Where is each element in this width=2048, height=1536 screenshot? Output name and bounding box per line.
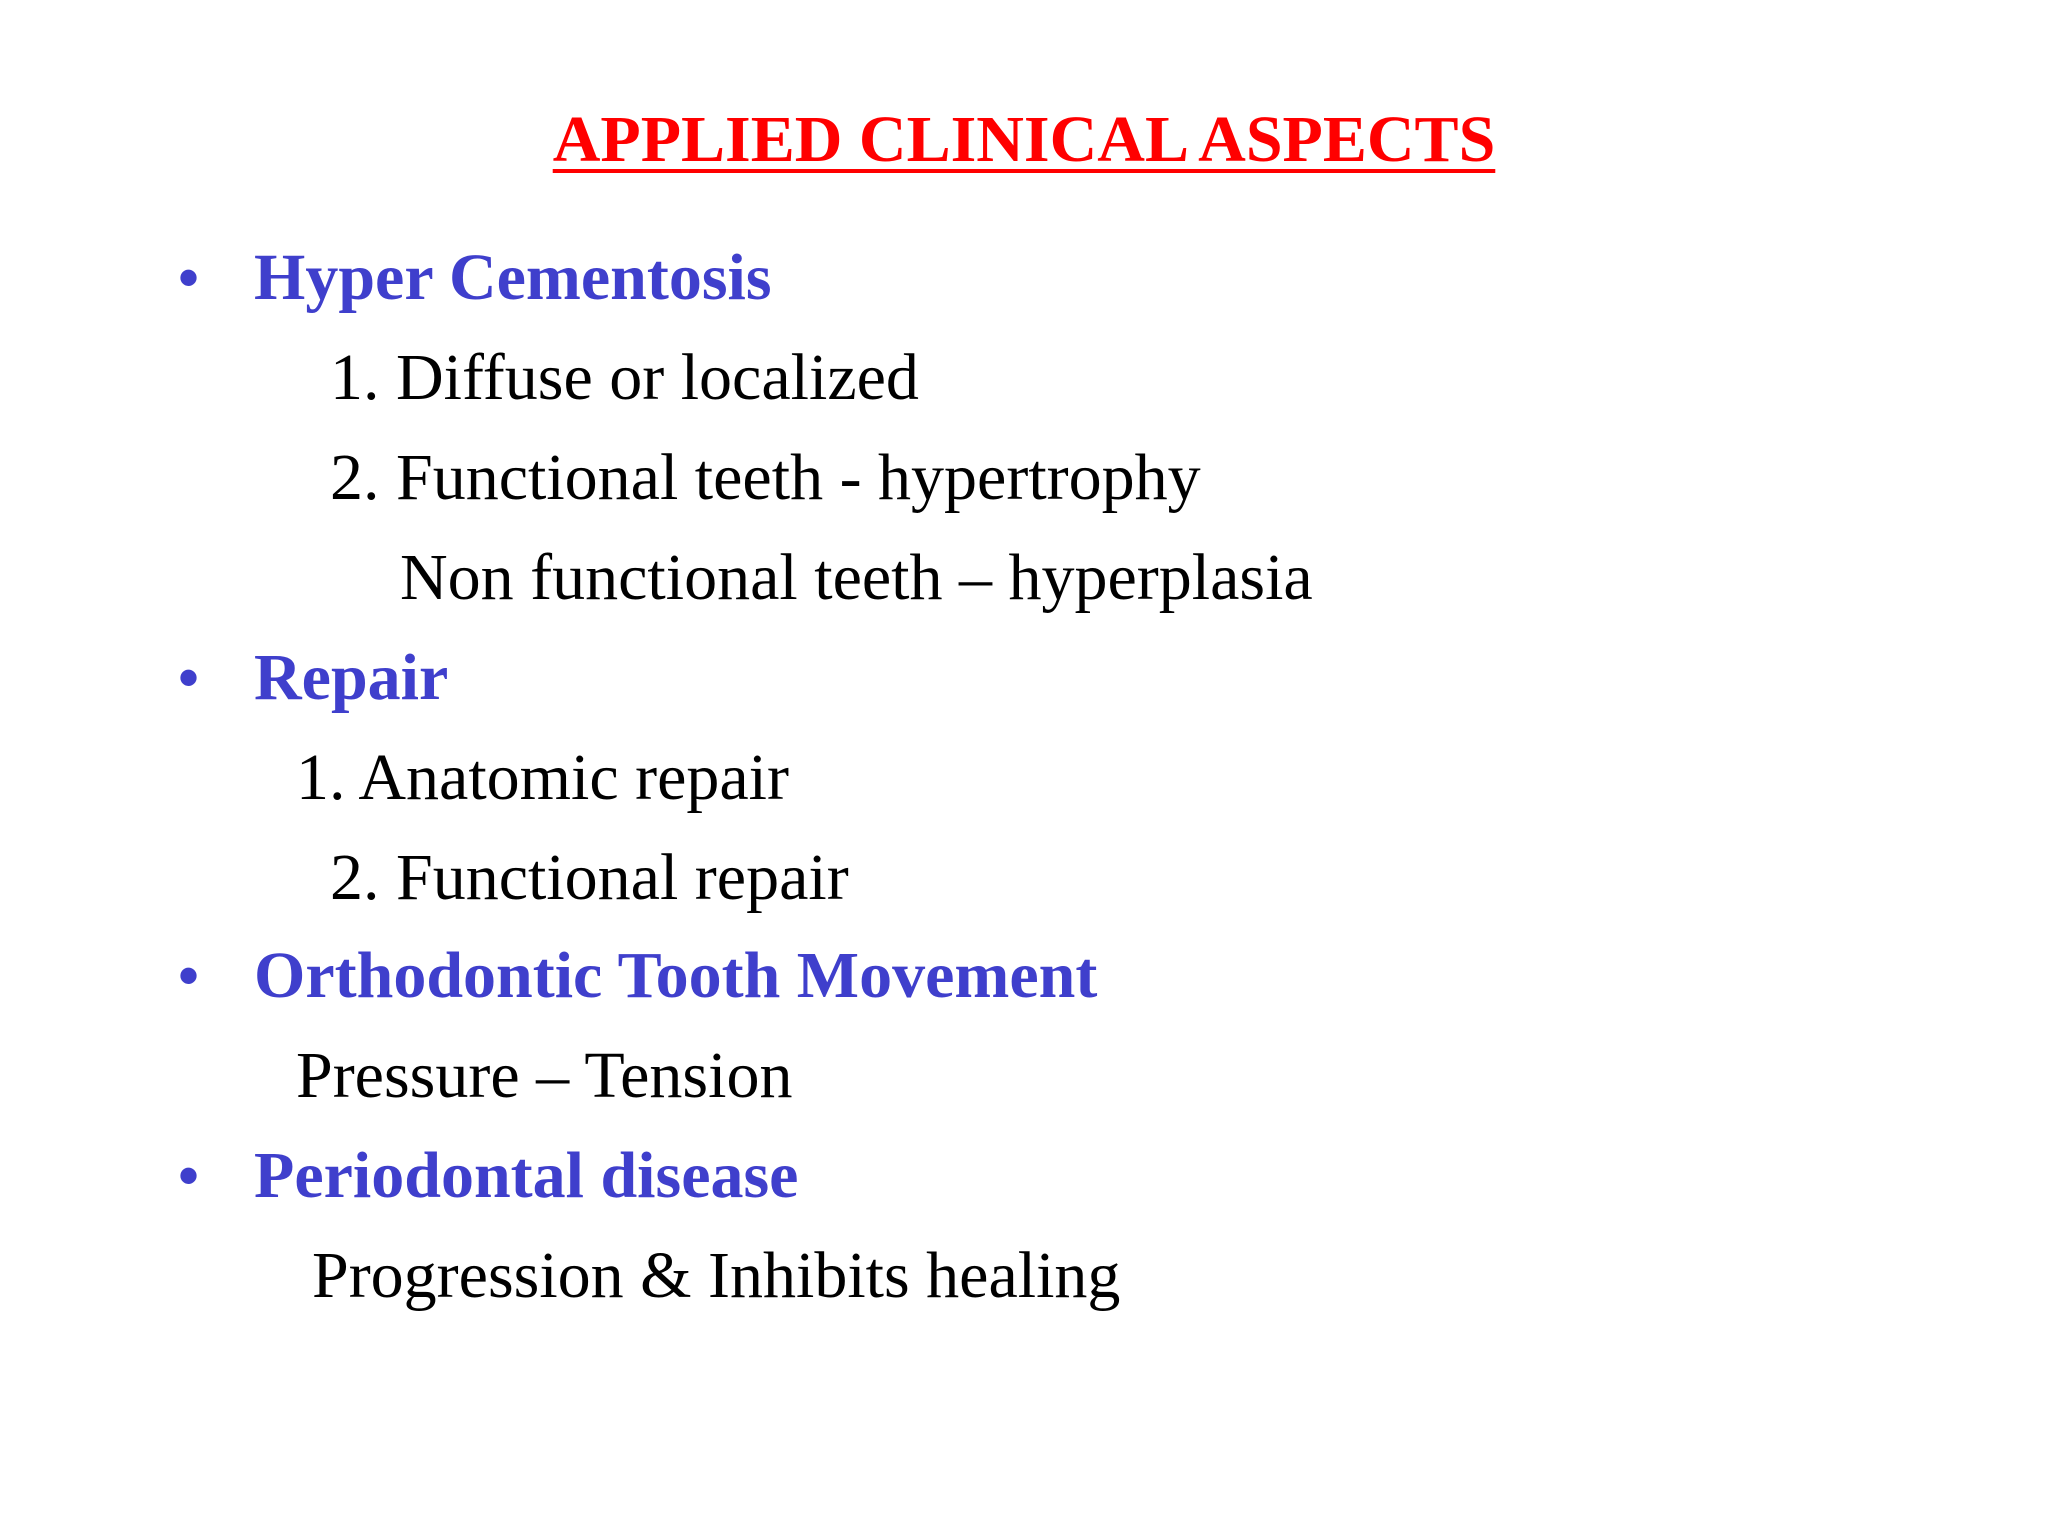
list-item: 2. Functional teeth - hypertrophy <box>330 441 1201 514</box>
list-item: Progression & Inhibits healing <box>312 1239 1121 1312</box>
section-heading-periodontal-disease: Periodontal disease <box>254 1139 799 1212</box>
section-heading-orthodontic-tooth-movement: Orthodontic Tooth Movement <box>254 939 1098 1012</box>
list-item: Non functional teeth – hyperplasia <box>400 541 1313 614</box>
list-item: 1. Anatomic repair <box>296 741 790 814</box>
bullet-icon: • <box>178 1142 200 1209</box>
list-item: Pressure – Tension <box>296 1039 793 1112</box>
section-heading-hyper-cementosis: Hyper Cementosis <box>254 241 772 314</box>
slide-title: APPLIED CLINICAL ASPECTS <box>552 103 1496 176</box>
bullet-icon: • <box>178 244 200 311</box>
list-item: 1. Diffuse or localized <box>330 341 919 414</box>
bullet-icon: • <box>178 644 200 711</box>
bullet-icon: • <box>178 942 200 1009</box>
section-heading-repair: Repair <box>254 641 449 714</box>
list-item: 2. Functional repair <box>330 841 849 914</box>
